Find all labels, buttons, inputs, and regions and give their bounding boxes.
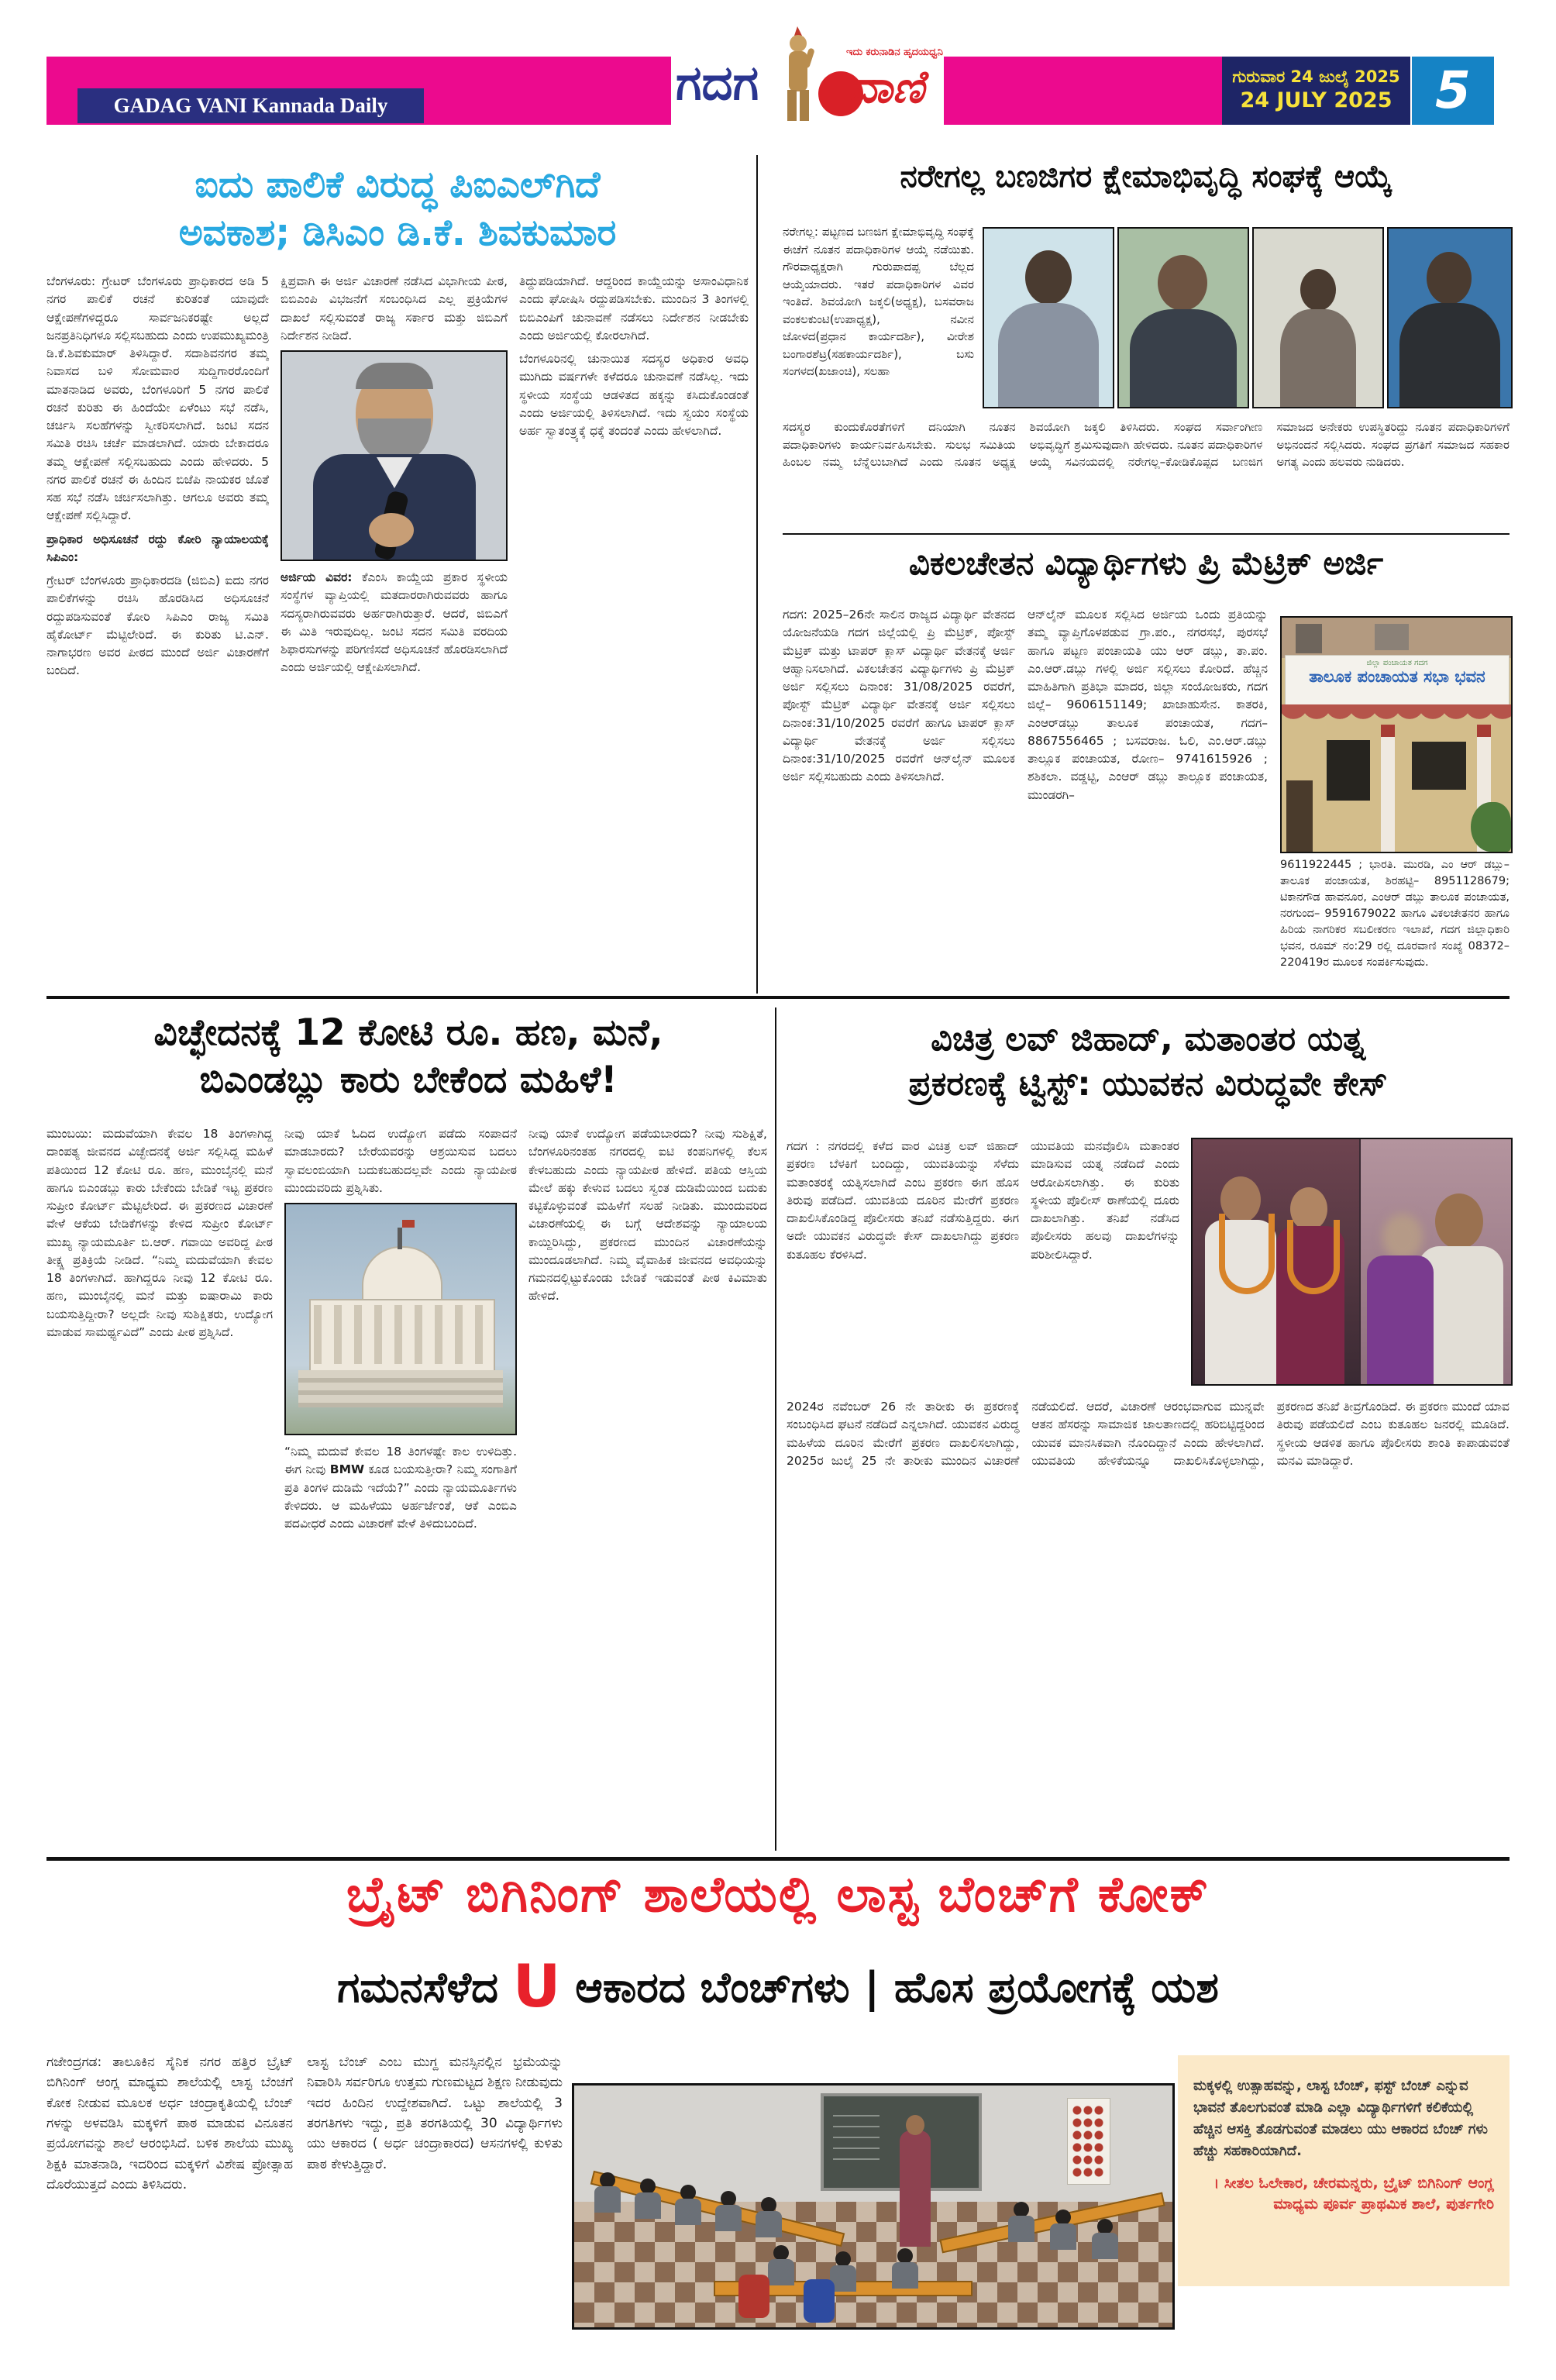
masthead-title: GADAG VANI Kannada Daily Morning [113, 94, 388, 152]
wedding-left-photo [1193, 1139, 1359, 1384]
a6-headline-sub [46, 1951, 1510, 2020]
a3-side-contact-text [1280, 857, 1510, 992]
a4-headline-line2: ಬಿಎಂಡಬ್ಲು ಕಾರು ಬೇಕೆಂದ ಮಹಿಳೆ! [199, 1059, 618, 1102]
building-sign-top-text: ಜಿಲ್ಲಾ ಪಂಚಾಯತ ಗದಗ [1366, 659, 1428, 667]
statue-icon [776, 25, 821, 124]
a6-sub-pre: ಗಮನಸೆಳೆದ [337, 1963, 498, 2012]
court-spire [398, 1228, 402, 1249]
a6-col2-text: ಲಾಸ್ಟ ಬೆಂಚ್ ಎಂಬ ಮುಗ್ದ ಮನಸ್ಸಿನಲ್ಲಿನ ಭ್ರಮೆಯನ್ನು ನಿವಾರಿಸಿ ಸರ್ವರಿಗೂ ಉತ್ತಮ ಗುಣಮಟ್ಟದ ಶಿಕ್ಷಣ ನೀಡುವುದು ಇದರ ಹಿಂದಿನ ಉದ್ದೇಶವಾಗಿದೆ. ಒಟ್ಟು ಶಾಲೆಯಲ್ಲಿ 3 ತರಗತಿಗಳು ಇದ್ದು, ಪ್ರತಿ ತರಗತಿಯಲ್ಲಿ 30 ವಿದ್ಯಾರ್ಥಿಗಳು ಯು ಆಕಾರದ ( ಅರ್ಧ ಚಂದ್ರಾಕಾರದ) ಆಸನಗಳಲ್ಲಿ ಕುಳಿತು ಪಾಠ ಕೇಳುತ್ತಿದ್ದಾರೆ. [307, 2055, 563, 2172]
portrait1-head [1025, 250, 1072, 305]
portrait4-head [1427, 252, 1472, 305]
kid-figure [756, 2197, 782, 2237]
kid-figure [1008, 2202, 1034, 2242]
a6-column-2 [307, 2052, 563, 2370]
a5-headline-line1: ವಿಚಿತ್ರ ಲವ್ ಜಿಹಾದ್, ಮತಾಂತರ ಯತ್ನ [931, 1020, 1365, 1059]
kid-figure [635, 2179, 661, 2219]
a3-column-2 [1028, 606, 1268, 992]
court-pillars [314, 1305, 487, 1364]
building-notice-board [1327, 740, 1370, 801]
panchayat-building-photo [1280, 616, 1513, 853]
a1-col2-para2 [281, 569, 508, 677]
a4-col2-para1: ನೀವು ಯಾಕೆ ಓದಿದ ಉದ್ಯೋಗ ಪಡೆದು ಸಂಪಾದನೆ ಮಾಡಬಾರದು? ಬೇರೆಯವರನ್ನು ಆಶ್ರಯಿಸುವ ಬದಲು ಸ್ವಾವಲಂಬಿಯಾಗಿ ಬದುಕಬಹುದಲ್ಲವೇ ಎಂದು ನ್ಯಾಯಪೀಠ ಮುಂದುವರಿದು ಪ್ರಶ್ನಿಸಿತು. [284, 1127, 517, 1195]
a1-headline-line2: ಅವಕಾಶ; ಡಿಸಿಎಂ ಡಿ.ಕೆ. ಶಿವಕುಮಾರ [178, 212, 617, 255]
wedding-photos [1191, 1138, 1513, 1386]
court-dome [362, 1246, 442, 1304]
portrait3-shoulders [1280, 309, 1356, 407]
a4-column-1 [46, 1125, 273, 1851]
portrait1-shoulders [998, 303, 1099, 407]
masthead-box [77, 88, 424, 152]
date-box [1222, 57, 1410, 125]
backpack-red [738, 2275, 769, 2318]
kid-figure [892, 2248, 918, 2289]
supreme-court-photo [284, 1203, 517, 1435]
a4-headline-line1: ವಿಚ್ಛೇದನಕ್ಕೆ 12 ಕೋಟಿ ರೂ. ಹಣ, ಮನೆ, [153, 1011, 663, 1054]
a5-headline [787, 1017, 1510, 1107]
a3-col2-text: ಆನ್‌ಲೈನ್ ಮೂಲಕ ಸಲ್ಲಿಸಿದ ಅರ್ಜಿಯ ಒಂದು ಪ್ರತಿಯನ್ನು ತಮ್ಮ ವ್ಯಾಪ್ತಿಗೊಳಪಡುವ ಗ್ರಾ.ಪಂ., ನಗರಸಭೆ, ಪುರಸಭೆ ಹಾಗೂ ಪಟ್ಟಣ ಪಂಚಾಯತಿ ಯು ಆರ್ ಡಬ್ಲು, ತಾ.ಪಂ. ಎಂ.ಆರ್.ಡಬ್ಲು ಗಳಲ್ಲಿ ಅರ್ಜಿ ಸಲ್ಲಿಸಲು ಕೋರಿದೆ. ಹೆಚ್ಚಿನ ಮಾಹಿತಿಗಾಗಿ ಪ್ರತಿಭಾ ಮಾದರ, ಜಿಲ್ಲಾ ಸಂಯೋಜಕರು, ಗದಗ ಜಿಲ್ಲೆ– 9606151149; ಖಾಜಾಹುಸೇನ. ಕಾತರಕಿ, ಎಂಆರ್‌ಡಬ್ಲು ತಾಲೂಕ ಪಂಚಾಯತ, ಗದಗ– 8867556465 ; ಬಸವರಾಜ. ಓಲಿ, ಎಂ.ಆರ್.ಡಬ್ಲು ತಾಲ್ಲೂಕ ಪಂಚಾಯತ, ರೋಣ– 9741615926 ; ಶಶಿಕಲಾ. ವಡ್ಡಟ್ಟಿ, ಎಂಆರ್ ಡಬ್ಲು ತಾಲ್ಲೂಕ ಪಂಚಾಯತ, ಮುಂಡರಗಿ– [1028, 608, 1268, 802]
building-plant [1471, 802, 1511, 852]
logo-vani-text: ವಾಣಿ [848, 60, 924, 113]
kid-figure [715, 2191, 742, 2231]
page-number-box [1412, 57, 1494, 125]
page-number: 5 [1435, 60, 1471, 120]
building-sign-text: ತಾಲೂಕ ಪಂಚಾಯತ ಸಭಾ ಭವನ [1309, 667, 1485, 686]
a1-col2-para1: ಕ್ಷಿಪ್ರವಾಗಿ ಈ ಅರ್ಜಿ ವಿಚಾರಣೆ ನಡೆಸಿದ ವಿಭಾಗೀಯ ಪೀಠ, ಬಿಬಿಎಂಪಿ ವಿಭಜನೆಗೆ ಸಂಬಂಧಿಸಿದ ಎಲ್ಲ ಪ್ರಕ್ರಿಯೆಗಳ ದಾಖಲೆ ಸಲ್ಲಿಸುವಂತೆ ರಾಜ್ಯ ಸರ್ಕಾರ ಮತ್ತು ಜಿಬಿಎಗೆ ನಿರ್ದೇಶನ ನೀಡಿದೆ. [281, 274, 508, 343]
a1-col2-text: ಕೆಎಂಸಿ ಕಾಯ್ದೆಯ ಪ್ರಕಾರ ಸ್ಥಳೀಯ ಸಂಸ್ಥೆಗಳ ವ್ಯಾಪ್ತಿಯಲ್ಲಿ ಮತದಾರರಾಗಿರುವವರು ಹಾಗೂ ಸದಸ್ಯರಾಗಿರುವವರು ಅರ್ಹರಾಗಿರುತ್ತಾರೆ. ಆದರೆ, ಜಿಬಿಎಗೆ ಈ ಮಿತಿ ಇರುವುದಿಲ್ಲ. ಜಂಟಿ ಸದನ ಸಮಿತಿ ವರದಿಯ ಶಿಫಾರಸುಗಳನ್ನು ಪರಿಗಣಿಸದೆ ಅಧಿಸೂಚನೆ ಹೊರಡಿಸಲಾಗಿದೆ ಎಂದು ಅರ್ಜಿಯಲ್ಲಿ ಆಕ್ಷೇಪಿಸಲಾಗಿದೆ. [281, 570, 508, 675]
court-steps [298, 1370, 503, 1407]
date-kannada: ಗುರುವಾರ 24 ಜುಲೈ 2025 [1232, 67, 1400, 86]
selfie-woman-body [1367, 1255, 1434, 1384]
building-sign-board [1285, 655, 1510, 706]
quote-attribution: । ಸೀತಲ ಓಲೇಕಾರ, ಚೇರಮನ್ನರು, ಬ್ರೈಟ್ ಬಿಗಿನಿಂಗ್ ಆಂಗ್ಲ ಮಾಧ್ಯಮ ಪೂರ್ವ ಪ್ರಾಥಮಿಕ ಶಾಲೆ, ಪುರ್ತಗೇರಿ [1213, 2174, 1494, 2213]
portrait4-shoulders [1399, 303, 1500, 407]
a3-headline: ವಿಕಲಚೇತನ ವಿದ್ಯಾರ್ಥಿಗಳು ಪ್ರಿ ಮೆಟ್ರಿಕ್ ಅರ್ಜಿ [908, 544, 1384, 582]
a6-headline-main: ಬ್ರೈಟ್ ಬಿಗಿನಿಂಗ್ ಶಾಲೆಯಲ್ಲಿ ಲಾಸ್ಟ ಬೆಂಚ್‌ಗೆ ಕೋಕ್ [346, 1866, 1210, 1924]
garland [1287, 1220, 1340, 1294]
building-door [1286, 780, 1313, 852]
a1-col1-para2: ಗ್ರೇಟರ್ ಬೆಂಗಳೂರು ಪ್ರಾಧಿಕಾರದಡಿ (ಜಿಬಿಎ) ಐದು ನಗರ ಪಾಲಿಕೆಗಳನ್ನು ರಚಿಸಿ ಹೊರಡಿಸಿದ ಅಧಿಸೂಚನೆ ರದ್ದುಪಡಿಸುವಂತೆ ಕೋರಿ ಸಿಪಿಎಂ ರಾಜ್ಯ ಸಮಿತಿ ಹೈಕೋರ್ಟ್ ಮೆಟ್ಟಿಲೇರಿದೆ. ಈ ಕುರಿತು ಟಿ.ಎನ್. ನಾಗಾಭರಣ ಅವರ ಪೀಠದ ಮುಂದೆ ಅರ್ಜಿ ವಿಚಾರಣೆಗೆ ಬಂದಿದೆ. [46, 573, 269, 678]
kid-figure [675, 2185, 701, 2225]
a4-col2-post: ಕೂಡ ಬಯಸುತ್ತೀರಾ? ನಿಮ್ಮ ಸಂಗಾತಿಗೆ ಪ್ರತಿ ತಿಂಗಳ ದುಡಿಮೆ ಇದೆಯೆ?” ಎಂದು ನ್ಯಾಯಮೂರ್ತಿಗಳು ಕೇಳಿದರು. ಆ ಮಹಿಳೆಯು ಅರ್ಹರ್ಜೆಂತೆ, ಆಕೆ ಎಂಬಿಎ ಪದವೀಧರೆ ಎಂದು ವಿಚಾರಣೆ ವೇಳೆ ತಿಳಿದುಬಂದಿದೆ. [284, 1462, 517, 1531]
a2-bottom-block [783, 418, 1510, 530]
a4-column-2 [284, 1125, 517, 1851]
a1-headline-line1: ಐದು ಪಾಲಿಕೆ ವಿರುದ್ಧ ಪಿಐಎಲ್‌ಗಿದೆ [194, 164, 601, 206]
portrait-photo-1 [983, 227, 1114, 408]
teacher-head [906, 2115, 924, 2135]
a1-col3-para2: ಬೆಂಗಳೂರಿನಲ್ಲಿ ಚುನಾಯಿತ ಸದಸ್ಯರ ಅಧಿಕಾರ ಅವಧಿ ಮುಗಿದು ವರ್ಷಗಳೇ ಕಳೆದರೂ ಚುನಾವಣೆ ನಡೆಸಿಲ್ಲ. ಇದು ಸ್ಥಳೀಯ ಸಂಸ್ಥೆಯ ಆಡಳಿತದ ಹಕ್ಕನ್ನು ಕಸಿದುಕೊಂಡಂತೆ ಎಂದು ಅರ್ಜಿಯಲ್ಲಿ ತಿಳಿಸಲಾಗಿದೆ. ಇದು ಸ್ವಯಂ ಸಂಸ್ಥೆಯ ಅರ್ಹ ಸ್ವಾತಂತ್ರ್ಯಕ್ಕೆ ಧಕ್ಕೆ ತಂದಂತೆ ಎಂದು ಹೇಳಲಾಗಿದೆ. [519, 352, 749, 438]
portrait-photo-3 [1252, 227, 1384, 408]
wall-chart-dots [1072, 2104, 1104, 2177]
divider-horizontal-mid [46, 996, 1510, 999]
quote-text: ಮಕ್ಕಳಲ್ಲಿ ಉತ್ಸಾಹವನ್ನು, ಲಾಸ್ಟ ಬೆಂಚ್, ಫಸ್ಟ್ ಬೆಂಚ್ ಎನ್ನುವ ಭಾವನೆ ತೊಲಗುವಂತೆ ಮಾಡಿ ಎಲ್ಲಾ ವಿದ್ಯಾರ್ಥಿಗಳಿಗೆ ಕಲಿಕೆಯಲ್ಲಿ ಹೆಚ್ಚಿನ ಆಸಕ್ತಿ ತೊಡಗುವಂತೆ ಮಾಡಲು ಯು ಆಕಾರದ ಬೆಂಚ್ ಗಳು ಹೆಚ್ಚು ಸಹಕಾರಿಯಾಗಿದೆ. [1193, 2078, 1488, 2159]
kid-figure [594, 2172, 621, 2213]
a2-bottom-text: ಸದಸ್ಯರ ಕುಂದುಕೊರತೆಗಳಿಗೆ ದನಿಯಾಗಿ ನೂತನ ಪದಾಧಿಕಾರಿಗಳು ಕಾರ್ಯನಿರ್ವಹಿಸಬೇಕು. ಸುಲಭ ಸಮಿತಿಯ ಹಿಂಬಲ ನಮ್ಮ ಬೆನ್ನೆಲುಬಾಗಿದೆ ಎಂದು ನೂತನ ಅಧ್ಯಕ್ಷ ಶಿವಯೋಗಿ ಜಕ್ಕಲಿ ತಿಳಿಸಿದರು. ಸಂಘದ ಸರ್ವಾಂಗೀಣ ಅಭಿವೃದ್ಧಿಗೆ ಶ್ರಮಿಸುವುದಾಗಿ ಹೇಳಿದರು. ನೂತನ ಪದಾಧಿಕಾರಿಗಳ ಆಯ್ಕೆ ಸವಿನಯದಲ್ಲಿ ನರೇಗಲ್ಲ–ಕೋಡಿಕೊಪ್ಪದ ಬಣಜಿಗ ಸಮಾಜದ ಅನೇಕರು ಉಪಸ್ಥಿತರಿದ್ದು ನೂತನ ಪದಾಧಿಕಾರಿಗಳಿಗೆ ಅಭಿನಂದನೆ ಸಲ್ಲಿಸಿದರು. ಸಂಘದ ಪ್ರಗತಿಗೆ ಸಮಾಜದ ಸಹಕಾರ ಅಗತ್ಯ ಎಂದು ಹಲವರು ನುಡಿದರು. [783, 420, 1510, 469]
portrait2-head [1158, 255, 1207, 311]
selfie-man-head [1435, 1193, 1483, 1249]
a5-bottom-text: 2024ರ ನವೆಂಬರ್ 26 ನೇ ತಾರೀಕು ಈ ಪ್ರಕರಣಕ್ಕೆ ಸಂಬಂಧಿಸಿದ ಘಟನೆ ನಡೆದಿದೆ ಎನ್ನಲಾಗಿದೆ. ಯುವಕನ ವಿರುದ್ಧ ಮಹಿಳೆಯ ದೂರಿನ ಮೇರೆಗೆ ಪ್ರಕರಣ ದಾಖಲಿಸಲಾಗಿದ್ದು, 2025ರ ಜುಲೈ 25 ನೇ ತಾರೀಕು ಮುಂದಿನ ವಿಚಾರಣೆ ನಡೆಯಲಿದೆ. ಆದರೆ, ವಿಚಾರಣೆ ಆರಂಭವಾಗುವ ಮುನ್ನವೇ ಆತನ ಹೆಸರನ್ನು ಸಾಮಾಜಿಕ ಜಾಲತಾಣದಲ್ಲಿ ಹರಿಬಿಟ್ಟಿದ್ದರಿಂದ ಯುವಕ ಮಾನಸಿಕವಾಗಿ ನೊಂದಿದ್ದಾನೆ ಎಂದು ಹೇಳಲಾಗಿದೆ. ಯುವತಿಯ ಹೇಳಿಕೆಯನ್ನೂ ದಾಖಲಿಸಿಕೊಳ್ಳಲಾಗಿದ್ದು, ಪ್ರಕರಣದ ತನಿಖೆ ತೀವ್ರಗೊಂಡಿದೆ. ಈ ಪ್ರಕರಣ ಮುಂದೆ ಯಾವ ತಿರುವು ಪಡೆಯಲಿದೆ ಎಂಬ ಕುತೂಹಲ ಜನರಲ್ಲಿ ಮೂಡಿದೆ. ಸ್ಥಳೀಯ ಆಡಳಿತ ಹಾಗೂ ಪೊಲೀಸರು ಶಾಂತಿ ಕಾಪಾಡುವಂತೆ ಮನವಿ ಮಾಡಿದ್ದಾರೆ. [787, 1400, 1510, 1468]
logo-tagline: ಇದು ಕರುನಾಡಿನ ಹೃದಯಧ್ವನಿ [846, 46, 943, 58]
garland [1219, 1214, 1275, 1294]
portrait3-head [1300, 269, 1336, 311]
a3-side-text: 9611922445 ; ಭಾರತಿ. ಮುರಡಿ, ಎಂ ಆರ್ ಡಬ್ಲು– ತಾಲೂಕ ಪಂಚಾಯತ, ಶಿರಹಟ್ಟಿ– 8951128679; ಟಿಕಾನಗೌಡ ಹಾವನೂರ, ಎಂಆರ್ ಡಬ್ಲು ತಾಲೂಕ ಪಂಚಾಯತ, ನರಗುಂದ– 9591679022 ಹಾಗೂ ವಿಕಲಚೇತನರ ಹಾಗೂ ಹಿರಿಯ ನಾಗರಿಕರ ಸಬಲೀಕರಣ ಇಲಾಖೆ, ಗದಗ ಜಿಲ್ಲಾಧಿಕಾರಿ ಭವನ, ರೂಮ್ ನಂ:29 ರಲ್ಲಿ ದೂರವಾಣಿ ಸಂಖ್ಯೆ 08372–220419ರ ಮೂಲಕ ಸಂಪರ್ಕಿಸುವುದು. [1280, 859, 1510, 970]
logo-gadag-text: ಗದಗ [676, 54, 759, 111]
backpack-blue [804, 2279, 835, 2323]
a1-col2-subhead: ಅರ್ಜಿಯ ವಿವರ: [281, 570, 353, 584]
a4-col1-text: ಮುಂಬಯಿ: ಮದುವೆಯಾಗಿ ಕೇವಲ 18 ತಿಂಗಳಾಗಿದ್ದ ದಾಂಪತ್ಯ ಜೀವನದ ವಿಚ್ಛೇದನಕ್ಕೆ ಅರ್ಜಿ ಸಲ್ಲಿಸಿದ್ದ ಮಹಿಳೆ ಪತಿಯಿಂದ 12 ಕೋಟಿ ರೂ. ಹಣ, ಮುಂಬೈನಲ್ಲಿ ಮನೆ ಹಾಗೂ ಬಿಎಂಡಬ್ಲು ಕಾರು ಬೇಕೆಂದು ಬೇಡಿಕೆ ಇಟ್ಟ ಪ್ರಕರಣ ಸುಪ್ರೀಂ ಕೋರ್ಟ್ ಮೆಟ್ಟಿಲೇರಿದೆ. ಈ ಪ್ರಕರಣದ ವಿಚಾರಣೆ ವೇಳೆ ಆಕೆಯ ಬೇಡಿಕೆಗಳನ್ನು ಕೇಳಿದ ಸುಪ್ರೀಂ ಕೋರ್ಟ್ ಮುಖ್ಯ ನ್ಯಾಯಮೂರ್ತಿ ಬಿ.ಆರ್. ಗವಾಯಿ ಅವರಿದ್ದ ಪೀಠ ತೀಕ್ಷ್ಣ ಪ್ರತಿಕ್ರಿಯೆ ನೀಡಿದೆ. “ನಿಮ್ಮ ಮದುವೆಯಾಗಿ ಕೇವಲ 18 ತಿಂಗಳಾಗಿದೆ. ಹಾಗಿದ್ದರೂ ನೀವು 12 ಕೋಟಿ ರೂ. ಹಣ, ಮುಂಬೈನಲ್ಲಿ ಮನೆ ಮತ್ತು ಐಷಾರಾಮಿ ಕಾರು ಬಯಸುತ್ತಿದ್ದೀರಾ? ಅಲ್ಲದೇ ನೀವು ಸುಶಿಕ್ಷಿತರು, ಉದ್ಯೋಗ ಮಾಡುವ ಸಾಮರ್ಥ್ಯವಿದೆ” ಎಂದು ಪೀಠ ಪ್ರಶ್ನಿಸಿದೆ. [46, 1127, 273, 1339]
a5-column-1 [787, 1138, 1019, 1387]
date-english: 24 JULY 2025 [1240, 88, 1392, 112]
a6-column-1 [46, 2052, 293, 2370]
a1-col3-para1: ತಿದ್ದುಪಡಿಯಾಗಿದೆ. ಆದ್ದರಿಂದ ಕಾಯ್ದೆಯನ್ನು ಅಸಾಂವಿಧಾನಿಕ ಎಂದು ಘೋಷಿಸಿ ರದ್ದುಪಡಿಸಬೇಕು. ಮುಂದಿನ 3 ತಿಂಗಳಲ್ಲಿ ಬಿಬಿಎಂಪಿಗೆ ಚುನಾವಣೆ ನಡೆಸಲು ನಿರ್ದೇಶನ ನೀಡಬೇಕು ಎಂದು ಅರ್ಜಿಯಲ್ಲಿ ಕೋರಲಾಗಿದೆ. [519, 274, 749, 343]
building-notice-board [1412, 742, 1466, 790]
blackboard-writing [833, 2106, 880, 2168]
a4-col2-pre: “ನಿಮ್ಮ ಮದುವೆ ಕೇವಲ 18 ತಿಂಗಳಷ್ಟೇ ಕಾಲ ಉಳಿದಿತ್ತು. ಈಗ ನೀವು [284, 1445, 517, 1477]
portrait-photo-4 [1387, 227, 1513, 408]
divider-horizontal-bottom [46, 1857, 1510, 1861]
court-flag [402, 1220, 415, 1228]
a1-col1-para1: ಬೆಂಗಳೂರು: ಗ್ರೇಟರ್ ಬೆಂಗಳೂರು ಪ್ರಾಧಿಕಾರದ ಅಡಿ 5 ನಗರ ಪಾಲಿಕೆ ರಚನೆ ಕುರಿತಂತೆ ಯಾವುದೇ ಆಕ್ಷೇಪಣೆಗಳಿದ್ದರೂ ಸಾರ್ವಜನಿಕರಷ್ಟೇ ಅಲ್ಲದೆ ಜನಪ್ರತಿನಿಧಿಗಳೂ ಸಲ್ಲಿಸಬಹುದು ಎಂದು ಉಪಮುಖ್ಯಮಂತ್ರಿ ಡಿ.ಕೆ.ಶಿವಕುಮಾರ್ ತಿಳಿಸಿದ್ದಾರೆ. ಸದಾಶಿವನಗರ ತಮ್ಮ ನಿವಾಸದ ಬಳಿ ಸೋಮವಾರ ಸುದ್ದಿಗಾರರೊಂದಿಗೆ ಮಾತನಾಡಿದ ಅವರು, ಬೆಂಗಳೂರಿಗೆ 5 ನಗರ ಪಾಲಿಕೆ ರಚನೆ ಕುರಿತು ಈ ಹಿಂದೆಯೇ ಏಳೆಂಟು ಸಭೆ ನಡೆಸಿ, ಚರ್ಚಿಸಿ ಸಲಹೆಗಳನ್ನು ಸ್ವೀಕರಿಸಲಾಗಿದೆ. ಜಂಟಿ ಸದನ ಸಮಿತಿ ರಚಿಸಿ ಚರ್ಚೆ ಮಾಡಲಾಗಿದೆ. ಯಾರು ಬೇಕಾದರೂ ತಮ್ಮ ಆಕ್ಷೇಪಣೆ ಸಲ್ಲಿಸಬಹುದು ಎಂದು ಹೇಳಿದರು. 5 ನಗರ ಪಾಲಿಕೆ ರಚನೆ ಈ ಹಿಂದಿನ ಬಿಜೆಪಿ ನಾಯಕರ ಜೊತೆ ಸಹ ಸಭೆ ನಡೆಸಿ ಚರ್ಚಿಸಲಾಗಿತ್ತು. ಆಗಲೂ ಅವರು ತಮ್ಮ ಆಕ್ಷೇಪಣೆ ಸಲ್ಲಿಸಿದ್ದಾರೆ. [46, 274, 269, 523]
divider-vertical-top [756, 155, 758, 994]
selfie-woman-head-blurred [1382, 1214, 1423, 1260]
building-window [1375, 624, 1409, 650]
a1-column-2 [281, 273, 508, 992]
kid-figure [1092, 2219, 1118, 2259]
teacher-figure [900, 2130, 931, 2247]
a4-headline [46, 1009, 770, 1104]
kid-figure [1050, 2210, 1076, 2250]
divider-vertical-mid [775, 1007, 776, 1851]
a6-col1-text: ಗಜೇಂದ್ರಗಡ: ತಾಲೂಕಿನ ಸೈನಿಕ ನಗರ ಹತ್ತಿರ ಬ್ರೈಟ್ ಬಿಗಿನಿಂಗ್ ಆಂಗ್ಲ ಮಾಧ್ಯಮ ಶಾಲೆಯಲ್ಲಿ ಲಾಸ್ಟ ಬೆಂಚಗೆ ಕೋಕ ನೀಡುವ ಮೂಲಕ ಅರ್ಧ ಚಂದ್ರಾಕೃತಿಯಲ್ಲಿ ಬೆಂಚ್ ಗಳನ್ನು ಅಳವಡಿಸಿ ಮಕ್ಕಳಿಗೆ ಪಾಠ ಮಾಡುವ ವಿನೂತನ ಪ್ರಯೋಗವನ್ನು ಶಾಲೆ ಆರಂಭಿಸಿದೆ. ಬಳಿಕ ಶಾಲೆಯ ಮುಖ್ಯ ಶಿಕ್ಷಕಿ ಮಾತನಾಡಿ, ಇದರಿಂದ ಮಕ್ಕಳಿಗೆ ವಿಶೇಷ ಪ್ರೋತ್ಸಾಹ ದೊರೆಯುತ್ತದೆ ಎಂದು ತಿಳಿಸಿದರು. [46, 2055, 293, 2193]
a3-column-1 [783, 606, 1015, 992]
a5-column-2 [1031, 1138, 1179, 1387]
building-pillar [1381, 725, 1395, 853]
a1-column-3 [519, 273, 749, 992]
a5-col2-text: ಯುವತಿಯ ಮನವೊಲಿಸಿ ಮತಾಂತರ ಮಾಡಿಸುವ ಯತ್ನ ನಡೆದಿದೆ ಎಂದು ಆರೋಪಿಸಲಾಗಿತ್ತು. ಈ ಕುರಿತು ಸ್ಥಳೀಯ ಪೊಲೀಸ್ ಠಾಣೆಯಲ್ಲಿ ದೂರು ದಾಖಲಾಗಿತ್ತು. ತನಿಖೆ ನಡೆಸಿದ ಪೊಲೀಸರು ಹಲವು ದಾಖಲೆಗಳನ್ನು ಪರಿಶೀಲಿಸಿದ್ದಾರೆ. [1031, 1139, 1179, 1262]
quote-box [1178, 2055, 1510, 2286]
dk-shivakumar-photo [281, 350, 508, 561]
a3-col1-text: ಗದಗ: 2025–26ನೇ ಸಾಲಿನ ರಾಜ್ಯದ ವಿದ್ಯಾರ್ಥಿ ವೇತನದ ಯೋಜನೆಯಡಿ ಗದಗ ಜಿಲ್ಲೆಯಲ್ಲಿ ಪ್ರಿ ಮೆಟ್ರಿಕ್, ಪೋಸ್ಟ್ ಮೆಟ್ರಿಕ್ ಮತ್ತು ಟಾಪರ್ ಕ್ಲಾಸ್ ವಿದ್ಯಾರ್ಥಿ ವೇತನಕ್ಕೆ ಅರ್ಜಿ ಆಹ್ವಾನಿಸಲಾಗಿದೆ. ವಿಕಲಚೇತನ ವಿದ್ಯಾರ್ಥಿಗಳು ಪ್ರಿ ಮೆಟ್ರಿಕ್ ಅರ್ಜಿ ಸಲ್ಲಿಸಲು ದಿನಾಂಕ: 31/08/2025 ರವರೆಗೆ, ಪೋಸ್ಟ್ ಮೆಟ್ರಿಕ್ ವಿದ್ಯಾರ್ಥಿ ವೇತನಕ್ಕೆ ಅರ್ಜಿ ಸಲ್ಲಿಸಲು ದಿನಾಂಕ:31/10/2025 ರವರೆಗೆ ಹಾಗೂ ಟಾಪರ್ ಕ್ಲಾಸ್ ವಿದ್ಯಾರ್ಥಿ ವೇತನಕ್ಕೆ ಅರ್ಜಿ ಸಲ್ಲಿಸಲು ದಿನಾಂಕ:31/10/2025 ರವರೆಗೆ ಆನ್‌ಲೈನ್ ಮೂಲಕ ಅರ್ಜಿ ಸಲ್ಲಿಸಬಹುದು ಎಂದು ತಿಳಿಸಲಾಗಿದೆ. [783, 608, 1015, 784]
a5-bottom-block [787, 1398, 1510, 1851]
portrait2-shoulders [1130, 309, 1237, 407]
a2-headline: ನರೇಗಲ್ಲ ಬಣಜಿಗರ ಕ್ಷೇಮಾಭಿವೃದ್ಧಿ ಸಂಘಕ್ಕೆ ಆಯ್ಕೆ [900, 159, 1392, 195]
building-window [1296, 624, 1322, 653]
portrait-photo-2 [1117, 227, 1249, 408]
kid-figure [768, 2245, 794, 2285]
building-awning [1282, 704, 1511, 725]
a4-col3-text: ನೀವು ಯಾಕೆ ಉದ್ಯೋಗ ಪಡೆಯಬಾರದು? ನೀವು ಸುಶಿಕ್ಷಿತೆ, ಬೆಂಗಳೂರಿನಂತಹ ನಗರದಲ್ಲಿ ಐಟಿ ಕಂಪನಿಗಳಲ್ಲಿ ಕೆಲಸ ಕೇಳಬಹುದು ಎಂದು ನ್ಯಾಯಪೀಠ ಹೇಳಿದೆ. ಪತಿಯ ಆಸ್ತಿಯ ಮೇಲೆ ಹಕ್ಕು ಕೇಳುವ ಬದಲು ಸ್ವಂತ ದುಡಿಮೆಯಿಂದ ಬದುಕು ಕಟ್ಟಿಕೊಳ್ಳುವಂತೆ ಮಹಿಳೆಗೆ ಸಲಹೆ ನೀಡಿತು. ಮುಂದುವರಿದ ವಿಚಾರಣೆಯಲ್ಲಿ ಈ ಬಗ್ಗೆ ಆದೇಶವನ್ನು ನ್ಯಾಯಾಲಯ ಕಾಯ್ದಿರಿಸಿದ್ದು, ಪ್ರಕರಣದ ಮುಂದಿನ ವಿಚಾರಣೆಯನ್ನು ಮುಂದೂಡಲಾಗಿದೆ. ನಿಮ್ಮ ವೈವಾಹಿಕ ಜೀವನದ ಅವಧಿಯನ್ನು ಗಮನದಲ್ಲಿಟ್ಟುಕೊಂಡು ಬೇಡಿಕೆ ಇಡುವಂತೆ ಪೀಠ ಕಿವಿಮಾತು ಹೇಳಿದೆ. [528, 1127, 767, 1304]
a6-sub-u-letter: U [512, 1951, 561, 2020]
a1-headline [46, 161, 749, 257]
a5-col1-text: ಗದಗ : ನಗರದಲ್ಲಿ ಕಳೆದ ವಾರ ವಿಚಿತ್ರ ಲವ್ ಜಿಹಾದ್ ಪ್ರಕರಣ ಬೆಳಕಿಗೆ ಬಂದಿದ್ದು, ಯುವತಿಯನ್ನು ಸೆಳೆದು ಮತಾಂತರಕ್ಕೆ ಯತ್ನಿಸಲಾಗಿದೆ ಎಂಬ ಪ್ರಕರಣ ಈಗ ಹೊಸ ತಿರುವು ಪಡೆದಿದೆ. ಯುವತಿಯ ದೂರಿನ ಮೇರೆಗೆ ಪ್ರಕರಣ ದಾಖಲಿಸಿಕೊಂಡಿದ್ದ ಪೊಲೀಸರು ತನಿಖೆ ನಡೆಸುತ್ತಿದ್ದರು. ಈಗ ಅದೇ ಯುವಕನ ವಿರುದ್ಧವೇ ಕೇಸ್ ದಾಖಲಾಗಿದ್ದು ಪ್ರಕರಣ ಕುತೂಹಲ ಕೆರಳಿಸಿದೆ. [787, 1139, 1019, 1262]
dk-hand [369, 513, 414, 547]
a2-intro-column [783, 223, 974, 412]
a2-intro-text: ನರೇಗಲ್ಲ: ಪಟ್ಟಣದ ಬಣಜಿಗ ಕ್ಷೇಮಾಭಿವೃದ್ಧಿ ಸಂಘಕ್ಕೆ ಈಚೆಗೆ ನೂತನ ಪದಾಧಿಕಾರಿಗಳ ಆಯ್ಕೆ ನಡೆಯಿತು. ಗೌರವಾಧ್ಯಕ್ಷರಾಗಿ ಗುರುಪಾದಪ್ಪ ಬೆಲ್ಲದ ಆಯ್ಕೆಯಾದರು. ಇತರೆ ಪದಾಧಿಕಾರಿಗಳ ವಿವರ ಇಂತಿದೆ. ಶಿವಯೋಗಿ ಜಕ್ಕಲಿ(ಅಧ್ಯಕ್ಷ), ಬಸವರಾಜ ವಂಕಲಕುಂಟಿ(ಉಪಾಧ್ಯಕ್ಷ), ನವೀನ ಜೋಳದ(ಪ್ರಧಾನ ಕಾರ್ಯದರ್ಶಿ), ವೀರೇಶ ಬಂಗಾರಶೆಟ್ರ(ಸಹಕಾರ್ಯದರ್ಶಿ), ಬಸು ಸಂಗಳದ(ಖಜಾಂಚಿ), ಸಲಹಾ [783, 225, 974, 378]
divider-a2-a3 [783, 533, 1510, 535]
a1-col1-subhead: ಪ್ರಾಧಿಕಾರ ಅಧಿಸೂಚನೆ ರದ್ದು ಕೋರಿ ನ್ಯಾಯಾಲಯಕ್ಕೆ ಸಿಪಿಎಂ: [46, 532, 269, 564]
wedding-right-photo [1361, 1139, 1511, 1384]
dk-hair [356, 363, 433, 389]
a6-sub-post: ಆಕಾರದ ಬೆಂಚ್‌ಗಳು | ಹೊಸ ಪ್ರಯೋಗಕ್ಕೆ ಯಶ [575, 1963, 1219, 2012]
a5-headline-line2: ಪ್ರಕರಣಕ್ಕೆ ಟ್ವಿಸ್ಟ್: ಯುವಕನ ವಿರುದ್ಧವೇ ಕೇಸ್ [908, 1065, 1388, 1104]
a4-column-3 [528, 1125, 767, 1851]
classroom-photo [572, 2083, 1175, 2330]
a4-col2-para2 [284, 1443, 517, 1533]
a4-bmw-text: BMW [329, 1462, 365, 1477]
a1-column-1 [46, 273, 269, 992]
